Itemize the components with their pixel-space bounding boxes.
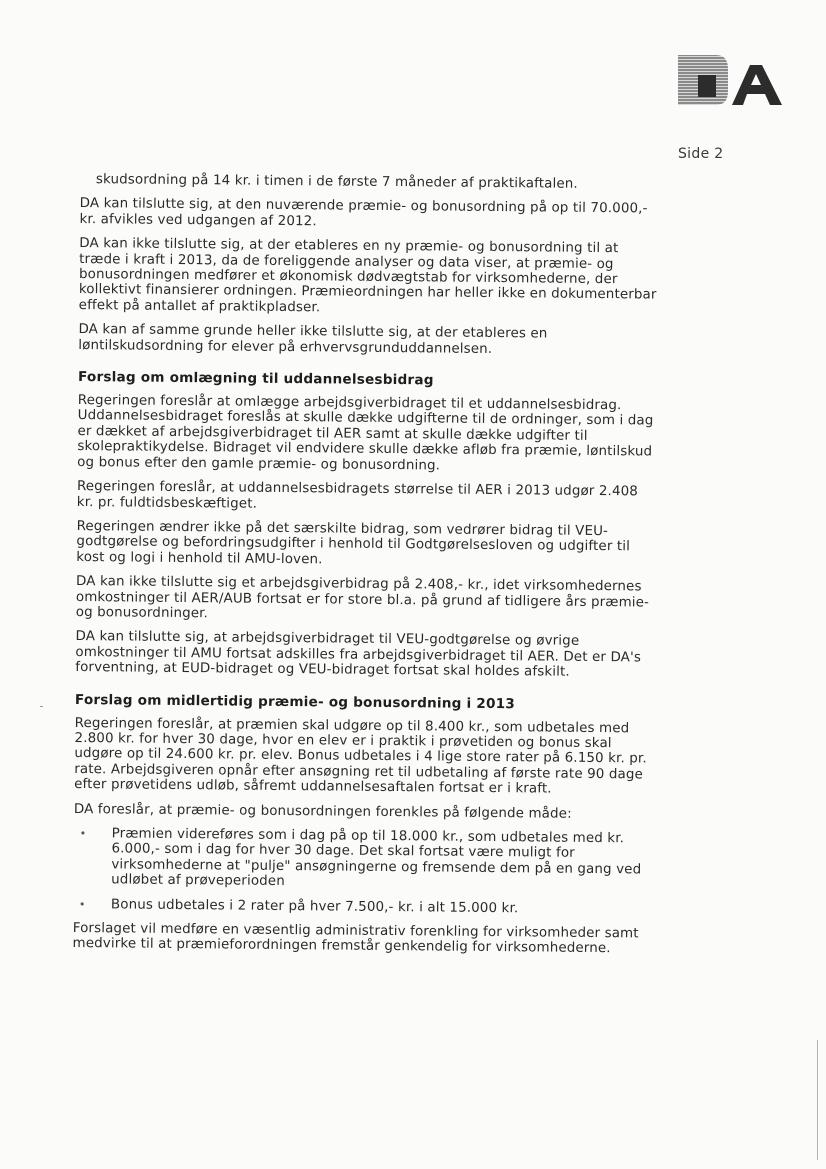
- bullet-item: [73, 826, 654, 893]
- document-body: [72, 172, 660, 966]
- bullet-text: Bonus udbetales i 2 rater på hver 7.500,- kr. i alt 15.000 kr.: [110, 896, 519, 916]
- paragraph: Regeringen ændrer ikke på det særskilte bidrag, som vedrører bidrag til VEU-godtgørelse og befordringsudgifter i henhold til Godtgørelsesloven og udgifter til kost og logi i henhold til AMU-loven.: [76, 518, 631, 568]
- section-heading: Forslag om midlertidig præmie- og bonusordning i 2013: [74, 691, 516, 712]
- bullet-list: [73, 826, 654, 918]
- scan-speck: [40, 706, 43, 707]
- da-logo: [676, 47, 788, 107]
- bullet-text: Præmien videreføres som i dag på op til 18.000 kr., som udbetales med kr. 6.000,- som i dag for hver 30 dage. Det skal fortsat være muligt for virksomhederne at "pulje" ansøgningerne og fremsende dem på en gang ved udløbet af prøveperioden: [111, 826, 642, 890]
- paragraph: DA kan ikke tilslutte sig et arbejdsgiverbidrag på 2.408,- kr., idet virksomhedernes omkostninger til AER/AUB fortsat er for store bl.a. på grund af tidligere års præmie- og bonusordninger.: [75, 574, 650, 622]
- paragraph: DA kan af samme grunde heller ikke tilslutte sig, at der etableres en løntilskudsordning for elever på erhvervsgrunduddannelsen.: [78, 322, 548, 357]
- paragraph: DA kan tilslutte sig, at arbejdsgiverbidraget til VEU-godtgørelse og øvrige omkostninger til AMU fortsat adskilles fra arbejdsgiverbidraget til AER. Det er DA's forventning, at EUD-bidraget og VEU-bidraget fortsat skal holdes afskilt.: [75, 629, 642, 680]
- scan-edge-line: [817, 1040, 818, 1160]
- paragraph: Regeringen foreslår, at præmien skal udgøre op til 8.400 kr., som udbetales med 2.800 kr. for hver 30 dage, hvor en elev er i praktik i prøvetiden og bonus skal udgøre op til 24.600 kr. pr. elev. Bonus udbetales i 4 lige store rater på 6.150 kr. pr. rate. Arbejdsgiveren opnår efter ansøgning ret til udbetaling af første rate 90 dage efter prøvetidens udløb, såfremt uddannelsesaftalen fortsat er i kraft.: [74, 715, 647, 797]
- paragraph: Forslaget vil medføre en væsentlig administrativ forenkling for virksomheder samt medvirke til at præmieforordningen fremstår genkendelig for virksomhederne.: [72, 920, 639, 957]
- paragraph: Regeringen foreslår, at uddannelsesbidragets størrelse til AER i 2013 udgør 2.408 kr. pr. fuldtidsbeskæftiget.: [76, 479, 639, 512]
- paragraph: Regeringen foreslår at omlægge arbejdsgiverbidraget til et uddannelsesbidrag. Uddannelsesbidraget foreslås at skulle dække udgifterne til de ordninger, som i dag er dækket af arbejdsgiverbidraget til AER samt at skulle dække udgifter til skolepraktikydelse. Bidraget vil endvidere skulle dække afløb fra præmie, løntilskud og bonus efter den gamle præmie- og bonusordning.: [77, 393, 654, 474]
- paragraph: DA kan tilslutte sig, at den nuværende præmie- og bonusordning på op til 70.000,- kr. afvikles ved udgangen af 2012.: [79, 196, 648, 230]
- bullet-item: [73, 897, 653, 918]
- page-number: Side 2: [678, 146, 724, 162]
- paragraph: DA kan ikke tilslutte sig, at der etableres en ny præmie- og bonusordning til at træde i kraft i 2013, da de foreliggende analyser og data viser, at præmie- og bonusordningen medfører et økonomisk dødvægtstab for virksomhederne, der kollektivt finansierer ordningen. Præmieordningen har heller ikke en dokumenterbar effekt på antallet af praktikpladser.: [78, 236, 657, 316]
- da-logo-icon: [676, 47, 788, 107]
- paragraph: DA foreslår, at præmie- og bonusordningen forenkles på følgende måde:: [73, 801, 572, 822]
- bullet-icon: •: [79, 827, 87, 841]
- section-heading: Forslag om omlægning til uddannelsesbidrag: [77, 369, 434, 389]
- bullet-icon: •: [78, 897, 86, 911]
- paragraph: skudsordning på 14 kr. i timen i de første 7 måneder af praktikaftalen.: [95, 172, 578, 192]
